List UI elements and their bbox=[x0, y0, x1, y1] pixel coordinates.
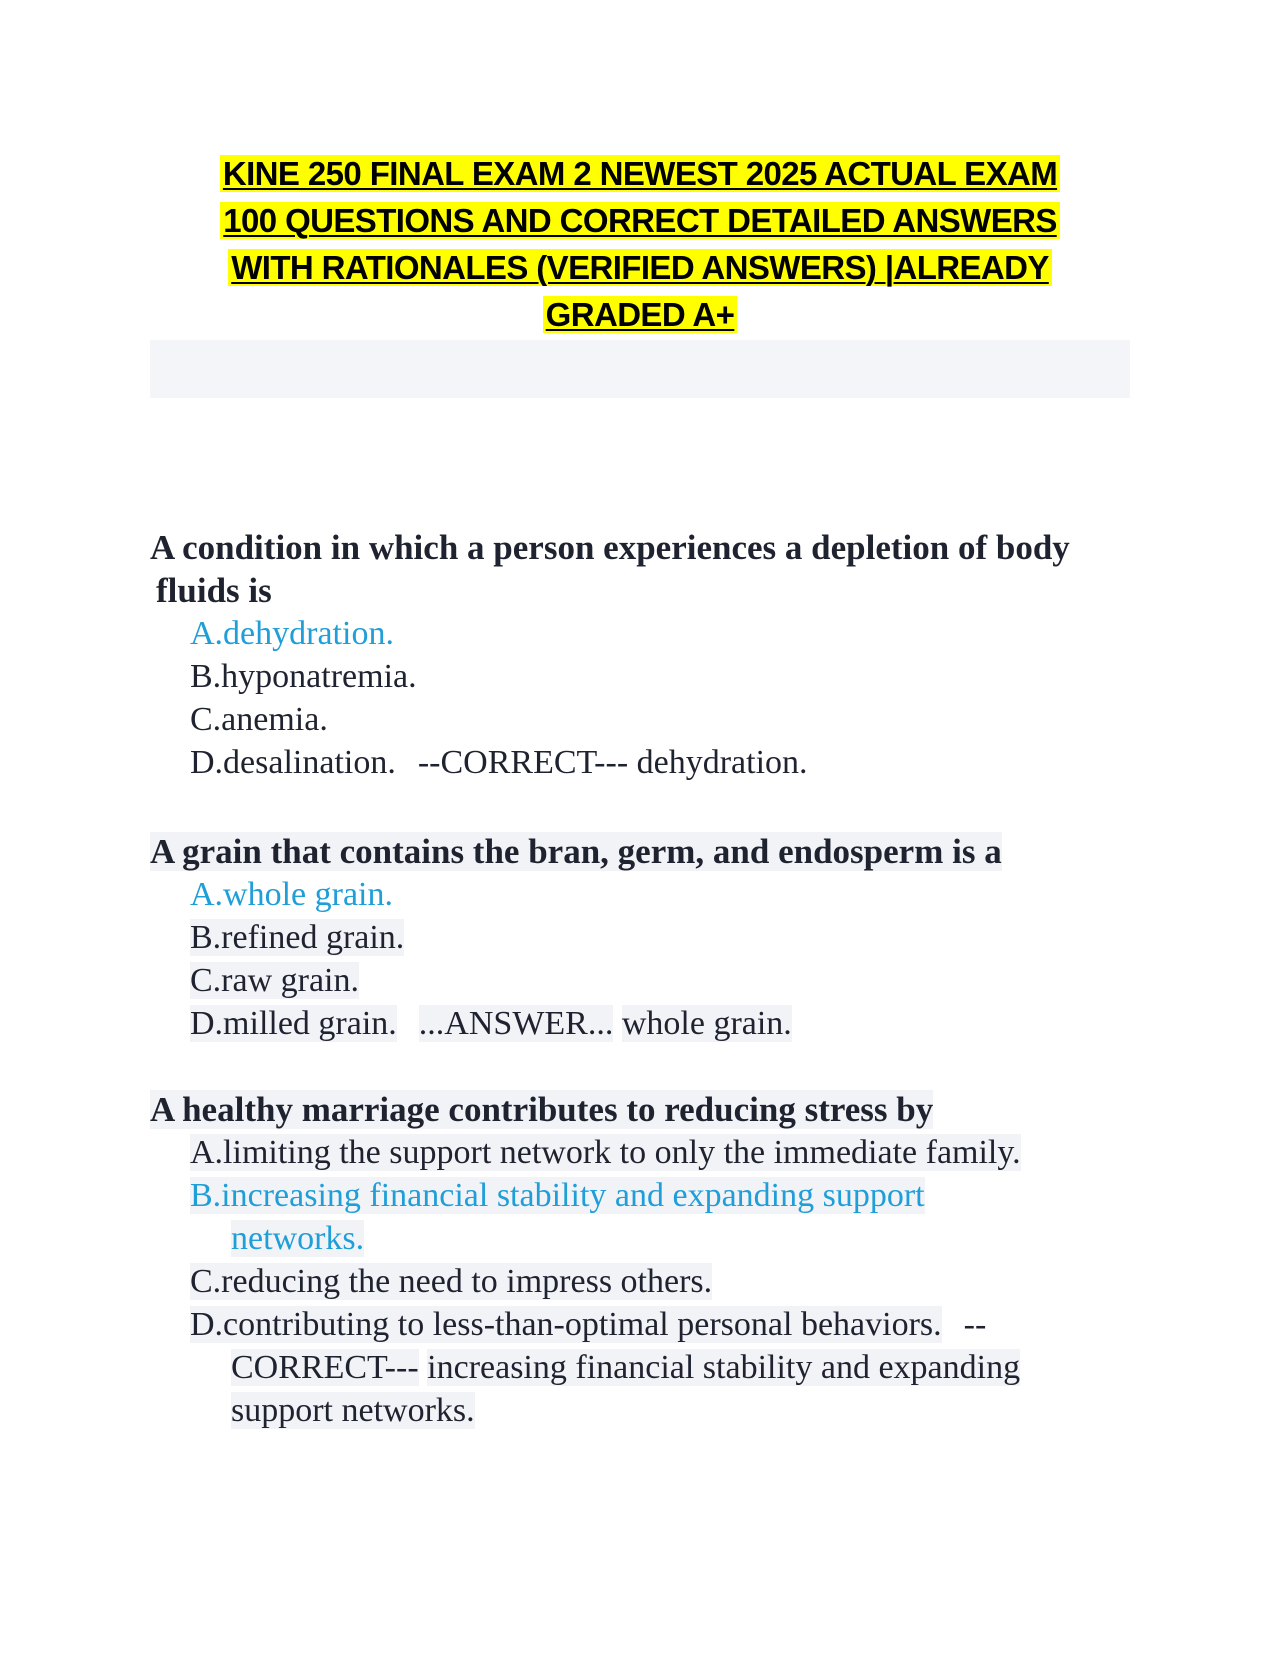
question-1-answer-marker: --CORRECT--- bbox=[417, 744, 629, 781]
question-3-answer-text-line-1: increasing financial stability and expanding bbox=[427, 1349, 1021, 1386]
question-2-option-c bbox=[190, 959, 1150, 1002]
question-3 bbox=[150, 1088, 1150, 1432]
question-1-option-b: B.hyponatremia. bbox=[190, 658, 417, 695]
question-1-answer-text: dehydration. bbox=[636, 744, 808, 781]
question-3-answer-text-line-2: support networks. bbox=[231, 1392, 475, 1429]
question-3-answer-line-3 bbox=[190, 1389, 1150, 1432]
question-3-option-a bbox=[190, 1131, 1150, 1174]
document-title bbox=[150, 150, 1130, 338]
question-1-option-d-text: D.desalination. bbox=[190, 744, 396, 781]
question-1-stem-line-1: A condition in which a person experiences a depletion of body bbox=[150, 528, 1070, 567]
question-3-answer-line-2 bbox=[190, 1346, 1150, 1389]
question-3-option-b-line-2-text: networks. bbox=[231, 1220, 365, 1257]
question-1-option-d bbox=[190, 741, 1150, 784]
question-3-option-b-line-2 bbox=[190, 1217, 1150, 1260]
title-line-4: GRADED A+ bbox=[543, 296, 738, 333]
title-line-3: WITH RATIONALES (VERIFIED ANSWERS) |ALREADY bbox=[228, 249, 1052, 286]
question-1-option-a: A.dehydration. bbox=[190, 615, 394, 652]
question-2-option-b-text: B.refined grain. bbox=[190, 919, 405, 956]
question-2-option-c-text: C.raw grain. bbox=[190, 962, 360, 999]
question-1-option-c: C.anemia. bbox=[190, 701, 328, 738]
question-1 bbox=[150, 526, 1150, 784]
question-3-option-b bbox=[190, 1174, 1150, 1260]
question-1-stem bbox=[150, 526, 1150, 612]
question-2-options bbox=[150, 873, 1150, 1045]
question-2 bbox=[150, 830, 1150, 1045]
question-2-option-d bbox=[190, 1002, 1150, 1045]
question-3-stem-line-1: A healthy marriage contributes to reducing stress by bbox=[150, 1090, 934, 1129]
question-2-option-d-text: D.milled grain. bbox=[190, 1005, 397, 1042]
title-line-1: KINE 250 FINAL EXAM 2 NEWEST 2025 ACTUAL EXAM bbox=[220, 155, 1060, 192]
question-2-option-b bbox=[190, 916, 1150, 959]
question-2-answer-text: whole grain. bbox=[621, 1005, 792, 1042]
question-3-stem bbox=[150, 1088, 1150, 1131]
question-2-option-a: A.whole grain. bbox=[190, 876, 394, 913]
question-3-option-d-text: D.contributing to less-than-optimal personal behaviors. bbox=[190, 1306, 942, 1343]
question-3-option-d bbox=[190, 1303, 1150, 1432]
question-2-answer-marker: ...ANSWER... bbox=[418, 1005, 614, 1042]
question-3-option-b-line-1: B.increasing financial stability and expanding support bbox=[190, 1177, 925, 1214]
question-3-option-a-text: A.limiting the support network to only the immediate family. bbox=[190, 1134, 1021, 1171]
question-3-answer-marker-line-2: CORRECT--- bbox=[231, 1349, 419, 1386]
question-3-option-c-text: C.reducing the need to impress others. bbox=[190, 1263, 713, 1300]
question-3-answer-marker-line-1: -- bbox=[963, 1306, 987, 1343]
question-3-option-c bbox=[190, 1260, 1150, 1303]
question-3-options bbox=[150, 1131, 1150, 1432]
question-2-stem-line-1: A grain that contains the bran, germ, and endosperm is a bbox=[150, 832, 1002, 871]
question-2-stem bbox=[150, 830, 1150, 873]
question-1-options bbox=[150, 612, 1150, 784]
redacted-band bbox=[150, 340, 1130, 398]
question-1-stem-line-2: fluids is bbox=[156, 571, 272, 610]
title-line-2: 100 QUESTIONS AND CORRECT DETAILED ANSWERS bbox=[220, 202, 1060, 239]
